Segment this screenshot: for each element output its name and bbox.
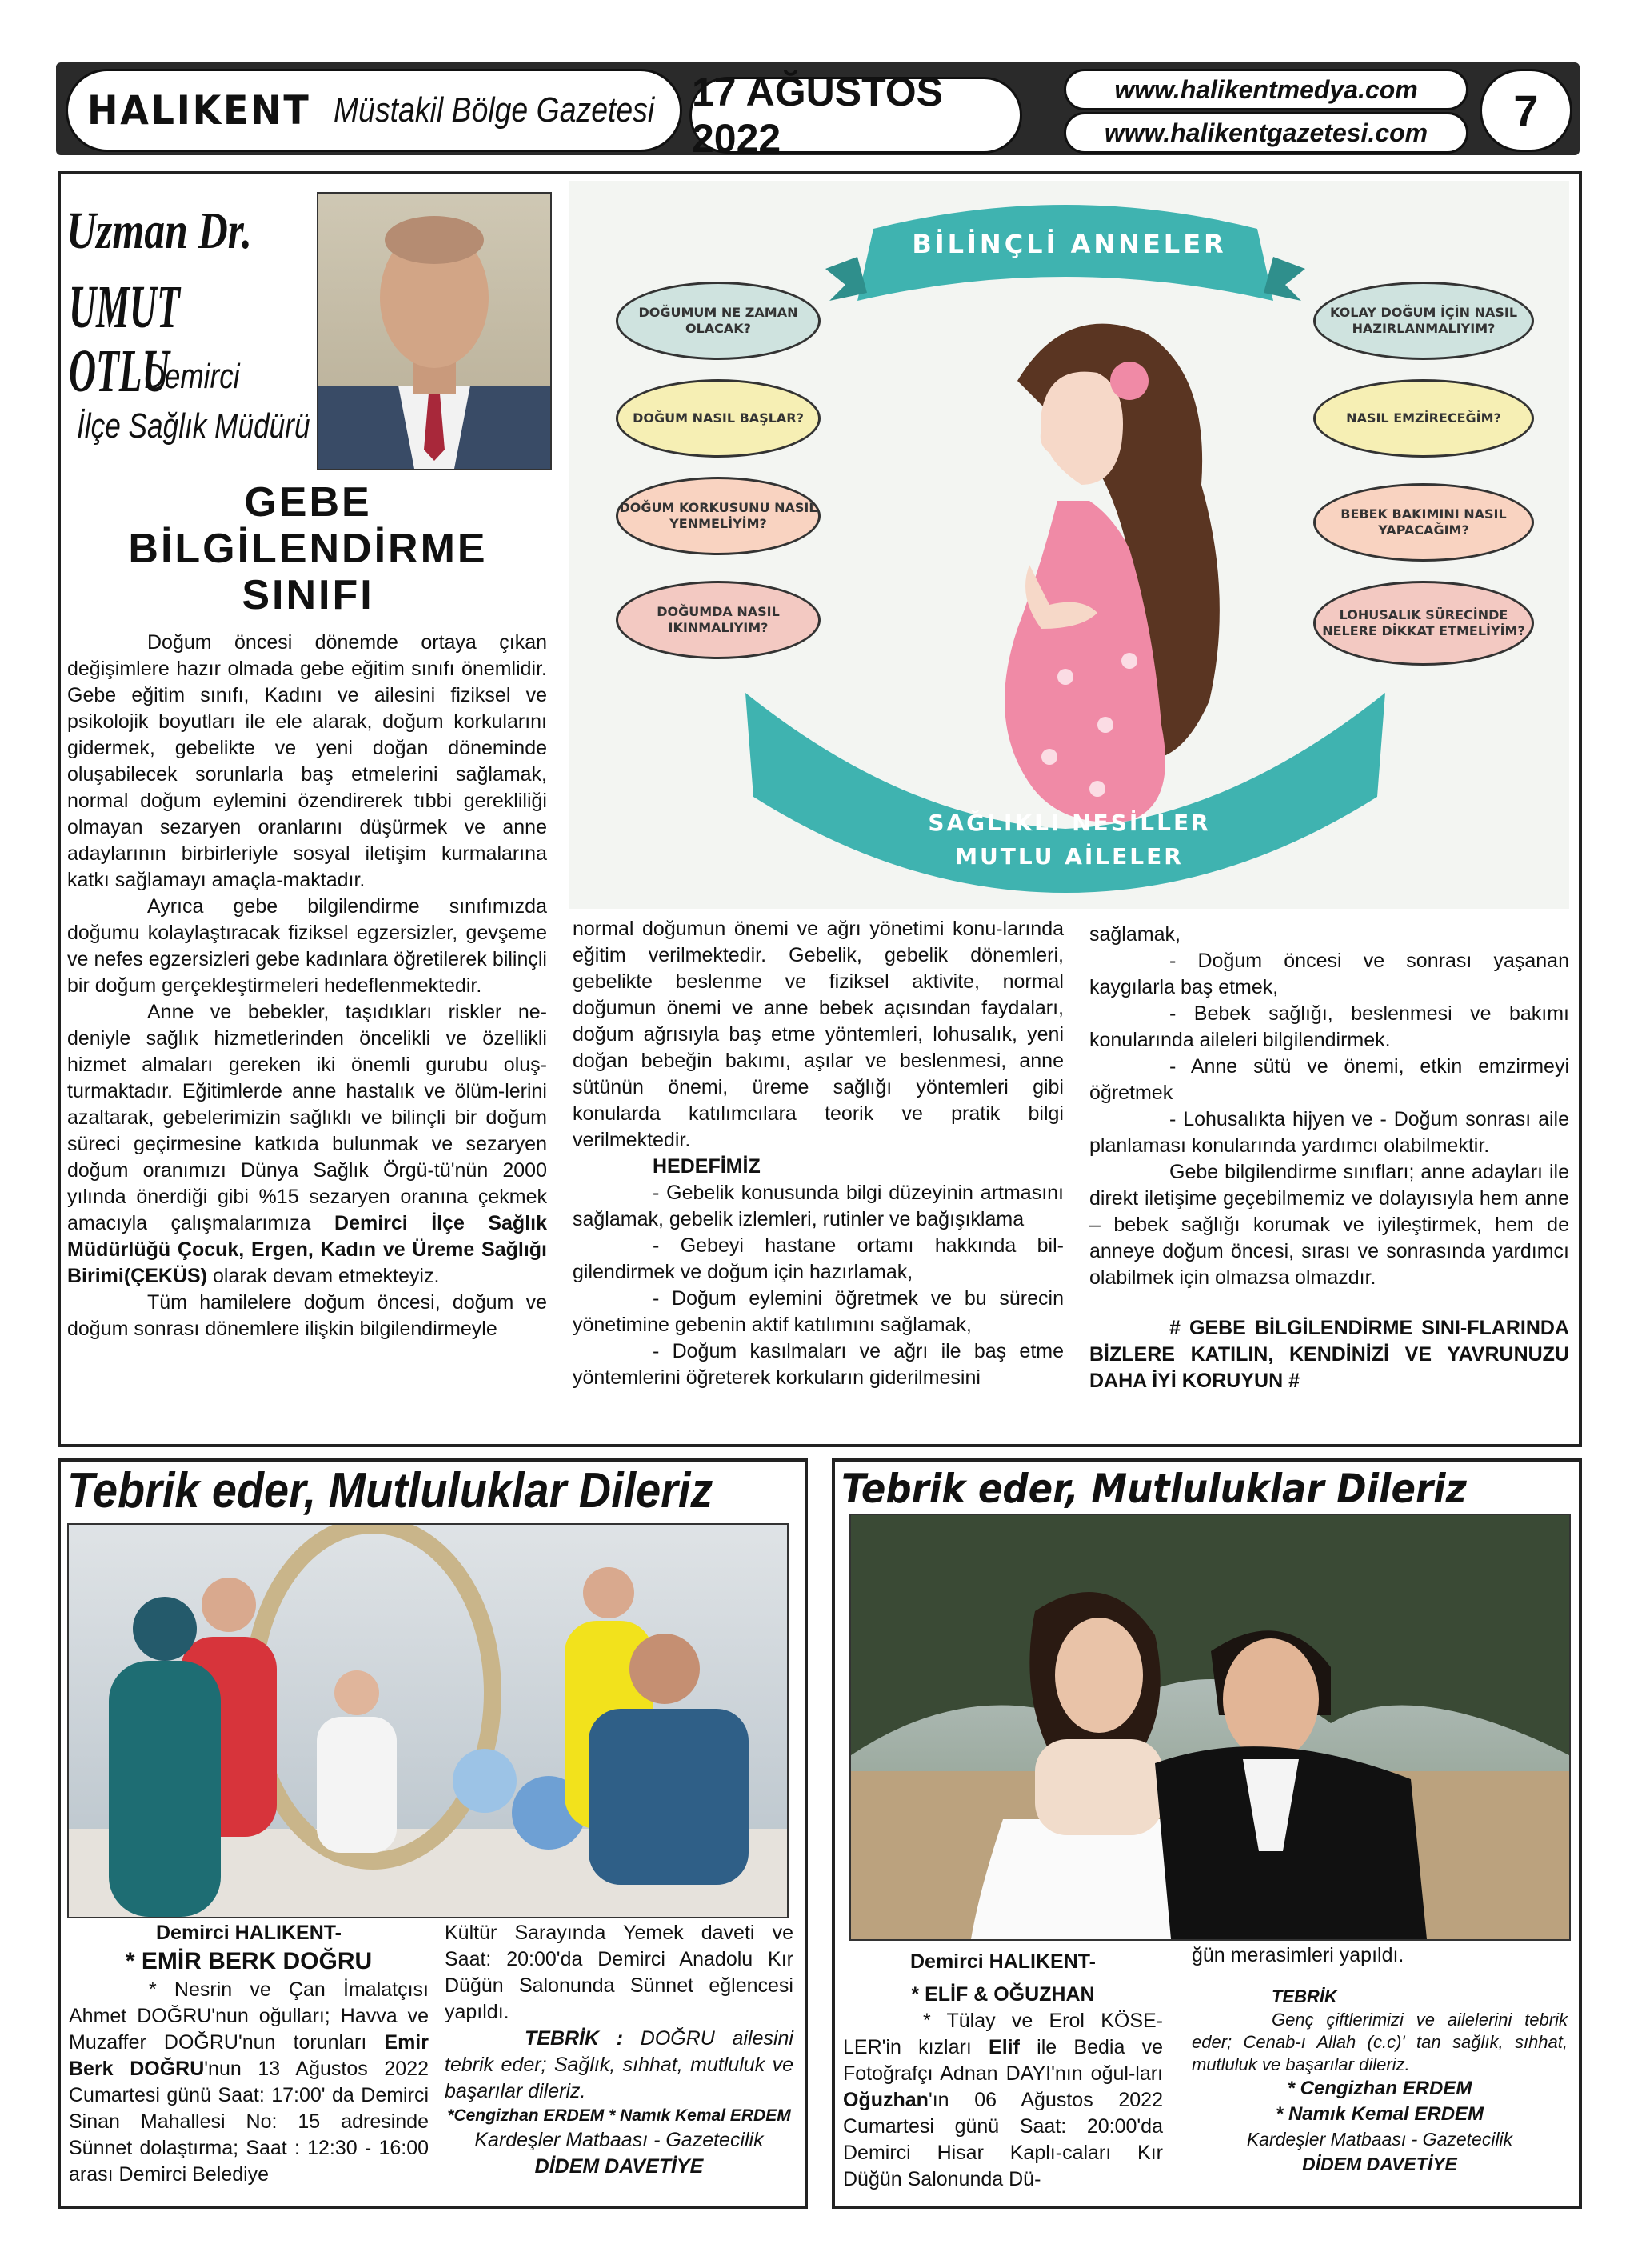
ad-bold-name: Emir Berk DOĞRU — [69, 2031, 429, 2080]
goal-item: - Doğum eylemini öğretmek ve bu sürecin yönetimine gebenin aktif katılımını sağlamak, — [573, 1287, 1064, 1336]
article-column-2 — [573, 916, 1064, 1391]
banner-top-text: BİLİNÇLİ ANNELER — [912, 229, 1227, 259]
brand-name: HALIKENT — [87, 87, 311, 134]
ad-right-text-2: ğün merasimleri yapıldı. — [1192, 1944, 1404, 1966]
ad-text: ile Bedia ve Fotoğrafçı Adnan DAYI'nın oğul-ları — [843, 2036, 1163, 2085]
paragraph: Gebe bilgilendirme sınıfları; anne adayları ile direkt iletişime geçebilmemiz ve dolayısıyla hem anne – bebek sağlığı korumak ve iyileştirmek, hem de anneye doğum öncesi, sırası ve sonrasında yardımcı olabilmek için olmazsa olmazdır. — [1089, 1161, 1569, 1289]
ad-right-signature-4: DİDEM DAVETİYE — [1302, 2154, 1457, 2174]
goal-item: - Anne sütü ve önemi, etkin emzirmeyi öğretmek — [1089, 1055, 1569, 1104]
question-bubble-right-3: BEBEK BAKIMINI NASIL YAPACAĞIM? — [1313, 483, 1534, 562]
ad-left-text — [69, 1977, 429, 2188]
family-photo-icon — [69, 1525, 787, 1917]
ad-right-signature-3: Kardeşler Matbaası - Gazetecilik — [1246, 2129, 1513, 2150]
paragraph: Tüm hamilelere doğum öncesi, doğum ve doğum sonrası dönemlere ilişkin bilgilendirmeyle — [67, 1291, 547, 1340]
website-link-1[interactable]: www.halikentmedya.com — [1064, 69, 1468, 110]
question-bubble-left-1: DOĞUMUM NE ZAMAN OLACAK? — [616, 282, 821, 360]
ad-left-signature-3: DİDEM DAVETİYE — [534, 2155, 704, 2178]
paragraph: normal doğumun önemi ve ağrı yönetimi konu-larında eğitim verilmektedir. Gebelik, gebelik dönemleri, gebelikte beslenme ve fiziksel aktivite, normal doğumun önemi ve anne bebek açısından faydaları, doğum ağrısıyla baş etme yöntemleri, lohusalık, yeni doğan bebeğin bakımı, aşılar ve beslenmesi, anne sütünün önemi, üreme sağlığı yöntemleri gibi konularda katılımcılara teorik ve pratik bilgi verilmektedir. — [573, 918, 1064, 1151]
headline-line2: BİLGİLENDİRME — [128, 526, 488, 572]
page-number: 7 — [1480, 69, 1572, 152]
author-photo — [317, 192, 552, 470]
ad-text: 'nun 13 Ağustos 2022 Cumartesi günü Saat: 17:00' da Demirci Sinan Mahallesi No: 15 adresinde Sünnet dolaştırma; Saat : 12:30 - 16:00 arası Demirci Belediye — [69, 2058, 429, 2186]
ad-right-name: * ELİF & OĞUZHAN — [911, 1983, 1095, 2006]
closing-slogan: # GEBE BİLGİLENDİRME SINI-FLARINDA BİZLERE KATILIN, KENDİNİZİ VE YAVRUNUZU DAHA İYİ KORUYUN # — [1089, 1317, 1569, 1392]
ad-text: * Nesrin ve Çan İmalatçısı Ahmet DOĞRU'nun oğulları; Havva ve Muzaffer DOĞRU'nun torunları — [69, 1978, 429, 2054]
masthead-brand — [66, 69, 682, 152]
wedding-photo-icon — [851, 1515, 1569, 1939]
question-bubble-left-4: DOĞUMDA NASIL IKINMALIYIM? — [616, 581, 821, 659]
goal-item: - Gebeyi hastane ortamı hakkında bil-gilendirmek ve doğum için hazırlamak, — [573, 1234, 1064, 1283]
ad-text: 'ın 06 Ağustos 2022 Cumartesi günü Saat: 20:00'da Demirci Hisar Kaplı-caları Kır Düğün Salonunda Dü- — [843, 2089, 1163, 2190]
paragraph — [67, 999, 547, 1290]
ad-left-photo — [67, 1523, 789, 1918]
goal-item: - Doğum öncesi ve sonrası yaşanan kaygılarla baş etmek, — [1089, 950, 1569, 998]
article-column-1 — [67, 630, 547, 1342]
author-title: Uzman Dr. — [66, 202, 252, 260]
ad-right-col-1 — [843, 1944, 1163, 2193]
website-link-2[interactable]: www.halikentgazetesi.com — [1064, 112, 1468, 154]
paragraph-text: olarak devam etmekteyiz. — [207, 1265, 440, 1287]
ad-right-tebrik-label: TEBRİK — [1272, 1986, 1337, 2006]
ad-right-signature-1: * Cengizhan ERDEM — [1287, 2078, 1472, 2099]
infographic — [569, 181, 1569, 909]
ad-left-tebrik — [445, 2026, 793, 2105]
ad-bold-name: Elif — [989, 2036, 1020, 2058]
ad-right-col-2 — [1192, 1942, 1568, 2177]
author-role-title: İlçe Sağlık Müdürü — [77, 406, 310, 446]
section-heading: HEDEFİMİZ — [653, 1155, 761, 1178]
ad-left-dateline: Demirci HALIKENT- — [156, 1922, 342, 1944]
ad-text: * Tülay ve Erol KÖSE-LER'in kızları — [843, 2010, 1163, 2058]
brand-tagline: Müstakil Bölge Gazetesi — [333, 90, 655, 130]
ad-left-col-1 — [69, 1920, 429, 2188]
ad-right-dateline: Demirci HALIKENT- — [910, 1950, 1096, 1973]
headline-line3: SINIFI — [242, 572, 374, 618]
ad-left-name: * EMİR BERK DOĞRU — [125, 1948, 373, 1974]
ad-right-heading: Tebrik eder, Mutluluklar Dileriz — [841, 1466, 1467, 1512]
ad-left-signature-1: *Cengizhan ERDEM * Namık Kemal ERDEM — [447, 2106, 791, 2125]
article-column-3 — [1089, 922, 1569, 1394]
goal-item: - Lohusalıkta hijyen ve - Doğum sonrası aile planlaması konularında yardımcı olabilmektir. — [1089, 1108, 1569, 1157]
author-portrait-icon — [318, 194, 550, 469]
issue-date: 17 AĞUSTOS 2022 — [689, 77, 1022, 154]
tebrik-text: DOĞRU ailesini tebrik eder; Sağlık, sıhhat, mutluluk ve başarılar dileriz. — [445, 2027, 793, 2102]
banner-bottom-text-1: SAĞLIKLI NESİLLER — [928, 810, 1211, 836]
paragraph: Ayrıca gebe bilgilendirme sınıfımızda doğumu kolaylaştıracak fiziksel egzersizler, gevşeme ve nefes egzersizleri gebe kadınlara öğretilerek bilinçli bir doğum gerçekleştirmeleri hedeflenmektedir. — [67, 895, 547, 997]
banner-bottom-text-2: MUTLU AİLELER — [955, 843, 1184, 870]
question-bubble-right-2: NASIL EMZİRECEĞİM? — [1313, 379, 1534, 458]
ad-left-text-2: Kültür Sarayında Yemek daveti ve Saat: 20:00'da Demirci Anadolu Kır Düğün Salonunda Sünnet eğlencesi yapıldı. — [445, 1922, 793, 2023]
question-bubble-right-4: LOHUSALIK SÜRECİNDE NELERE DİKKAT ETMELİYİM? — [1313, 581, 1534, 666]
paragraph-text: Anne ve bebekler, taşıdıkları riskler ne-deniyle sağlık hizmetlerinden öncelikli ve özellikli hizmet almaları gereken iki önemli gurubu oluş-turmaktadır. Eğitimlerde anne hastalık ve ölüm-lerini azaltarak, gebelerimizin sağlıklı ve bilinçli bir doğum süreci geçirmesine katkıda bulunmak ve sezaryen doğum oranımızı Dünya Sağlık Örgü-tü'nün 2000 yılında önerdiği gibi %15 sezaryen oranına çekmek amacıyla çalışmalarımıza — [67, 1001, 547, 1234]
ad-left-col-2 — [445, 1920, 793, 2180]
ad-left-signature-2: Kardeşler Matbaası - Gazetecilik — [474, 2129, 764, 2151]
question-bubble-left-3: DOĞUM KORKUSUNU NASIL YENMELİYİM? — [616, 477, 821, 555]
ad-right-photo — [849, 1514, 1571, 1941]
ad-left-heading: Tebrik eder, Mutluluklar Dileriz — [67, 1463, 713, 1518]
ad-right-signature-2: * Namık Kemal ERDEM — [1275, 2103, 1484, 2125]
ad-right-tebrik-text: Genç çiftlerimizi ve ailelerini tebrik eder; Cenab-ı Allah (c.c)' tan sağlık, sıhhat, mutluluk ve başarılar dileriz. — [1192, 2010, 1568, 2074]
author-role-town: Demirci — [144, 357, 240, 396]
tebrik-label: TEBRİK : — [525, 2027, 641, 2050]
ad-right-text — [843, 2008, 1163, 2193]
question-bubble-left-2: DOĞUM NASIL BAŞLAR? — [616, 379, 821, 458]
unit-name: Demirci İlçe Sağlık Müdürlüğü Çocuk, Ergen, Kadın ve Üreme Sağlığı Birimi(ÇEKÜS) — [67, 1212, 547, 1287]
goal-item: - Bebek sağlığı, beslenmesi ve bakımı konularında aileleri bilgilendirmek. — [1089, 1002, 1569, 1051]
paragraph: sağlamak, — [1089, 923, 1181, 946]
question-bubble-right-1: KOLAY DOĞUM İÇİN NASIL HAZIRLANMALIYIM? — [1313, 282, 1534, 360]
paragraph: Doğum öncesi dönemde ortaya çıkan değişimlere hazır olmada gebe eğitim sınıfı önemlidir. Gebe eğitim sınıfı, Kadını ve ailesini fiziksel ve psikolojik boyutları ile ele alarak, doğum korkularını gidermek, gebelikte ve yeni doğan döneminde oluşabilecek sorunlarla baş etmelerini sağlamak, normal doğum eylemini özendirerek tıbbi gerekliliği olmayan sezaryen oranlarını düşürmek ve anne adaylarının birbirleriyle sosyal iletişim kurmalarına katkı sağlamayı amaçla-maktadır. — [67, 631, 547, 891]
goal-item: - Gebelik konusunda bilgi düzeyinin artmasını sağlamak, gebelik izlemleri, rutinler ve bağışıklama — [573, 1182, 1064, 1230]
author-name: UMUT OTLU — [69, 274, 180, 405]
headline-line1: GEBE — [244, 479, 372, 526]
goal-item: - Doğum kasılmaları ve ağrı ile baş etme yöntemlerini öğreterek korkuların giderilmesini — [573, 1340, 1064, 1389]
ad-bold-name: Oğuzhan — [843, 2089, 929, 2111]
